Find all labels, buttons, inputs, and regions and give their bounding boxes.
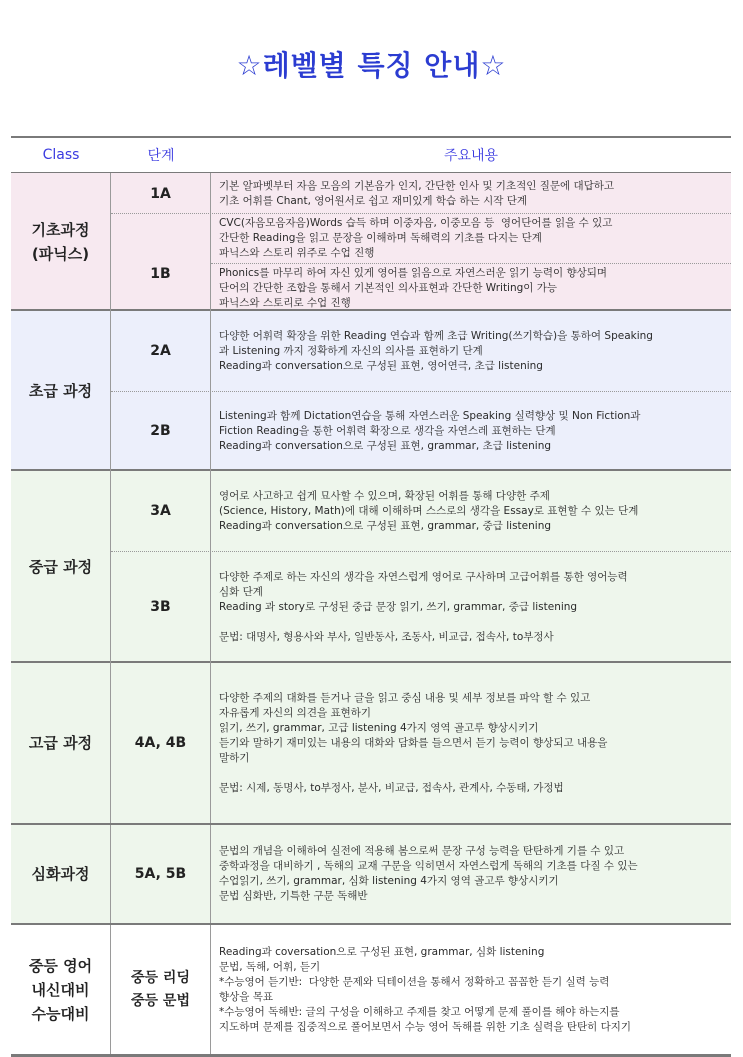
content-line: 문법, 독해, 어휘, 듣기	[219, 960, 321, 973]
stage-content	[211, 825, 731, 923]
content-line: 간단한 Reading을 읽고 문장을 이해하며 독해력의 기초를 다지는 단계	[219, 232, 542, 244]
page-title: ☆레벨별 특징 안내☆	[236, 49, 507, 82]
content-line: 말하기	[219, 751, 250, 764]
header-stage: 단계	[147, 148, 175, 164]
content-line: 다양한 어휘력 확장을 위한 Reading 연습과 함께 초급 Writing(쓰기학습)을 통하여 Speaking	[219, 329, 653, 342]
content-line: Fiction Reading을 통한 어휘력 확장으로 생각을 자연스레 표현하는 단계	[219, 425, 556, 437]
content-line: 읽기, 쓰기, grammar, 고급 listening 4가지 영역 골고루 향상시키기	[219, 721, 539, 734]
content-line: 다양한 주제로 하는 자신의 생각을 자연스럽게 영어로 구사하며 고급어휘를 통한 영어능력	[219, 571, 628, 583]
content-line: 듣기와 말하기 재미있는 내용의 대화와 담화를 들으면서 듣기 능력이 향상되고 내용을	[219, 736, 608, 749]
stage-label: 1B	[111, 214, 211, 312]
content-line: 심화 단계	[219, 586, 263, 598]
content-line: 지도하며 문제를 집중적으로 풀어보면서 수능 영어 독해를 위한 기초 실력을 탄탄히 다지기	[219, 1020, 632, 1033]
stage-content	[211, 311, 731, 391]
content-line: 기초 어휘를 Chant, 영어원서로 쉽고 재미있게 학습 하는 시작 단계	[219, 195, 527, 207]
group-name: 중등 영어 내신대비 수능대비	[11, 925, 111, 1054]
table-header	[11, 136, 731, 173]
stage-content	[211, 392, 731, 471]
stage-label: 중등 리딩 중등 문법	[111, 925, 211, 1054]
content-line: *수능영어 독해반: 글의 구성을 이해하고 주제를 찾고 어떻게 문제 풀이를 해야 하는지를	[219, 1005, 620, 1018]
content-line: 문법: 대명사, 형용사와 부사, 일반동사, 조동사, 비교급, 접속사, to부정사	[219, 631, 554, 643]
group-name: 중급 과정	[11, 471, 111, 663]
stage-content	[211, 263, 731, 312]
stage-content	[211, 552, 731, 663]
stage-label: 5A, 5B	[111, 825, 211, 923]
content-line: Reading 과 story로 구성된 중급 문장 읽기, 쓰기, grammar, 중급 listening	[219, 601, 578, 613]
stage-content	[211, 214, 731, 263]
content-line: *수능영어 듣기반: 다양한 문제와 딕테이션을 통해서 정확하고 꼼꼼한 듣기 실력 능력	[219, 975, 610, 988]
content-line: Reading과 conversation으로 구성된 표현, grammar, 중급 listening	[219, 519, 552, 532]
group-middle-school	[11, 925, 731, 1057]
group-name: 고급 과정	[11, 663, 111, 823]
content-line: 중학과정을 대비하기 , 독해의 교재 구문을 익히면서 자연스럽게 독해의 기초를 다질 수 있는	[219, 860, 638, 872]
stage-label: 2B	[111, 392, 211, 471]
group-name: 심화과정	[11, 825, 111, 923]
content-line: 단어의 간단한 조합을 통해서 기본적인 의사표현과 간단한 Writing이 가능	[219, 281, 558, 294]
group-advanced	[11, 663, 731, 825]
group-name: 초급 과정	[11, 311, 111, 471]
content-line: 수업읽기, 쓰기, grammar, 심화 listening 4가지 영역 골고루 향상시키기	[219, 875, 559, 887]
group-intermediate	[11, 471, 731, 663]
content-line: 문법의 개념을 이해하여 실전에 적용해 봄으로써 문장 구성 능력을 탄탄하게 기를 수 있고	[219, 845, 625, 857]
content-line: Reading과 conversation으로 구성된 표현, 영어연극, 초급 listening	[219, 359, 543, 372]
stage-content	[211, 173, 731, 215]
content-line: 향상을 목표	[219, 990, 274, 1003]
content-line: 기본 알파벳부터 자음 모음의 기본음가 인지, 간단한 인사 및 기초적인 질문에 대답하고	[219, 180, 615, 192]
group-name: 기초과정 (파닉스)	[11, 173, 111, 311]
content-line: CVC(자음모음자음)Words 습득 하며 이중자음, 이중모음 등 영어단어를 읽을 수 있고	[219, 217, 613, 229]
content-line: 파닉스와 스토리로 수업 진행	[219, 296, 351, 309]
stage-label: 1A	[111, 173, 211, 215]
content-line: 자유롭게 자신의 의견을 표현하기	[219, 706, 372, 719]
content-line: Listening과 함께 Dictation연습을 통해 자연스러운 Speaking 실력향상 및 Non Fiction과	[219, 410, 641, 422]
content-line: 다양한 주제의 대화를 듣거나 글을 읽고 중심 내용 및 세부 정보를 파악 할 수 있고	[219, 691, 591, 704]
content-line: 과 Listening 까지 정확하게 자신의 의사를 표현하기 단계	[219, 344, 483, 357]
content-line: 파닉스와 스토리 위주로 수업 진행	[219, 247, 375, 259]
content-line: Reading과 conversation으로 구성된 표현, grammar, 초급 listening	[219, 440, 552, 452]
group-deep	[11, 825, 731, 925]
stage-label: 4A, 4B	[111, 663, 211, 823]
stage-label: 3B	[111, 552, 211, 663]
stage-content	[211, 471, 731, 551]
content-line	[219, 766, 723, 781]
content-line: Reading과 coversation으로 구성된 표현, grammar, 심화 listening	[219, 945, 545, 958]
stage-label: 3A	[111, 471, 211, 551]
group-basic	[11, 173, 731, 311]
content-line: 영어로 사고하고 쉽게 묘사할 수 있으며, 확장된 어휘를 통해 다양한 주제	[219, 489, 550, 502]
group-elementary	[11, 311, 731, 471]
content-line: 문법 심화반, 기특한 구문 독해반	[219, 890, 368, 902]
stage-label: 2A	[111, 311, 211, 391]
content-line: (Science, History, Math)에 대해 이해하며 스스로의 생각을 Essay로 표현할 수 있는 단계	[219, 504, 639, 517]
content-line: Phonics를 마무리 하여 자신 있게 영어를 읽음으로 자연스러운 읽기 능력이 향상되며	[219, 266, 608, 279]
content-line: 문법: 시제, 동명사, to부정사, 분사, 비교급, 접속사, 관계사, 수동태, 가정법	[219, 781, 564, 794]
header-content: 주요내용	[443, 148, 499, 164]
content-line	[219, 615, 723, 630]
stage-content	[211, 925, 731, 1054]
header-class: Class	[42, 147, 80, 163]
level-table	[11, 136, 731, 1057]
stage-content	[211, 663, 731, 823]
